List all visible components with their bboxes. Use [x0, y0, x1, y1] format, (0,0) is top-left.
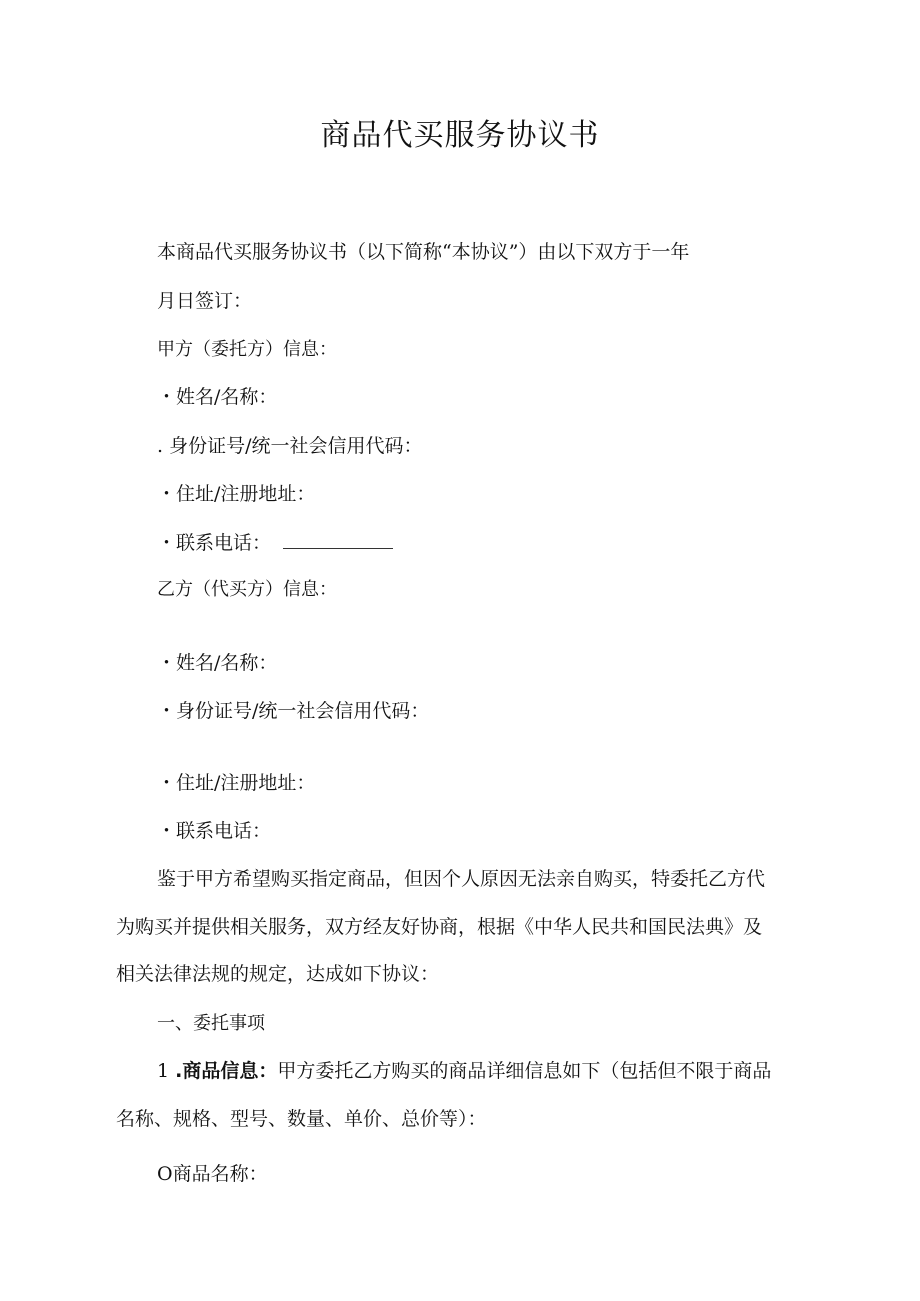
party-a-phone-row	[157, 530, 393, 555]
product-name-field: O商品名称：	[157, 1163, 268, 1185]
item-1-label: .商品信息：	[175, 1060, 278, 1082]
item-1-line-1	[157, 1059, 771, 1083]
party-b-phone: ・联系电话：	[157, 820, 272, 842]
preamble-line-1: 鉴于甲方希望购买指定商品，但因个人原因无法亲自购买，特委托乙方代	[157, 868, 766, 890]
party-a-heading: 甲方（委托方）信息：	[157, 339, 337, 360]
intro-line-2: 月日签订：	[157, 290, 253, 312]
preamble-line-2: 为购买并提供相关服务，双方经友好协商，根据《中华人民共和国民法典》及	[116, 916, 763, 938]
party-b-heading: 乙方（代买方）信息：	[157, 579, 337, 600]
party-a-address: ・住址/注册地址：	[157, 483, 316, 505]
phone-blank-line	[283, 530, 393, 549]
party-b-id: ・身份证号/统一社会信用代码：	[157, 700, 430, 722]
party-a-name: ・姓名/名称：	[157, 386, 278, 408]
intro-line-1: 本商品代买服务协议书（以下简称“本协议”）由以下双方于一年	[157, 241, 690, 263]
party-a-phone: ・联系电话：	[157, 532, 272, 554]
party-b-address: ・住址/注册地址：	[157, 772, 316, 794]
item-1-number: 1	[157, 1060, 170, 1082]
party-a-id: . 身份证号/统一社会信用代码：	[157, 435, 423, 457]
document-title: 商品代买服务协议书	[320, 118, 600, 153]
item-1-text: 甲方委托乙方购买的商品详细信息如下（包括但不限于商品	[277, 1060, 772, 1082]
item-1-line-2: 名称、规格、型号、数量、单价、总价等）：	[116, 1108, 487, 1130]
section-1-heading: 一、委托事项	[157, 1013, 265, 1034]
preamble-line-3: 相关法律法规的规定，达成如下协议：	[116, 963, 440, 985]
party-b-name: ・姓名/名称：	[157, 652, 278, 674]
